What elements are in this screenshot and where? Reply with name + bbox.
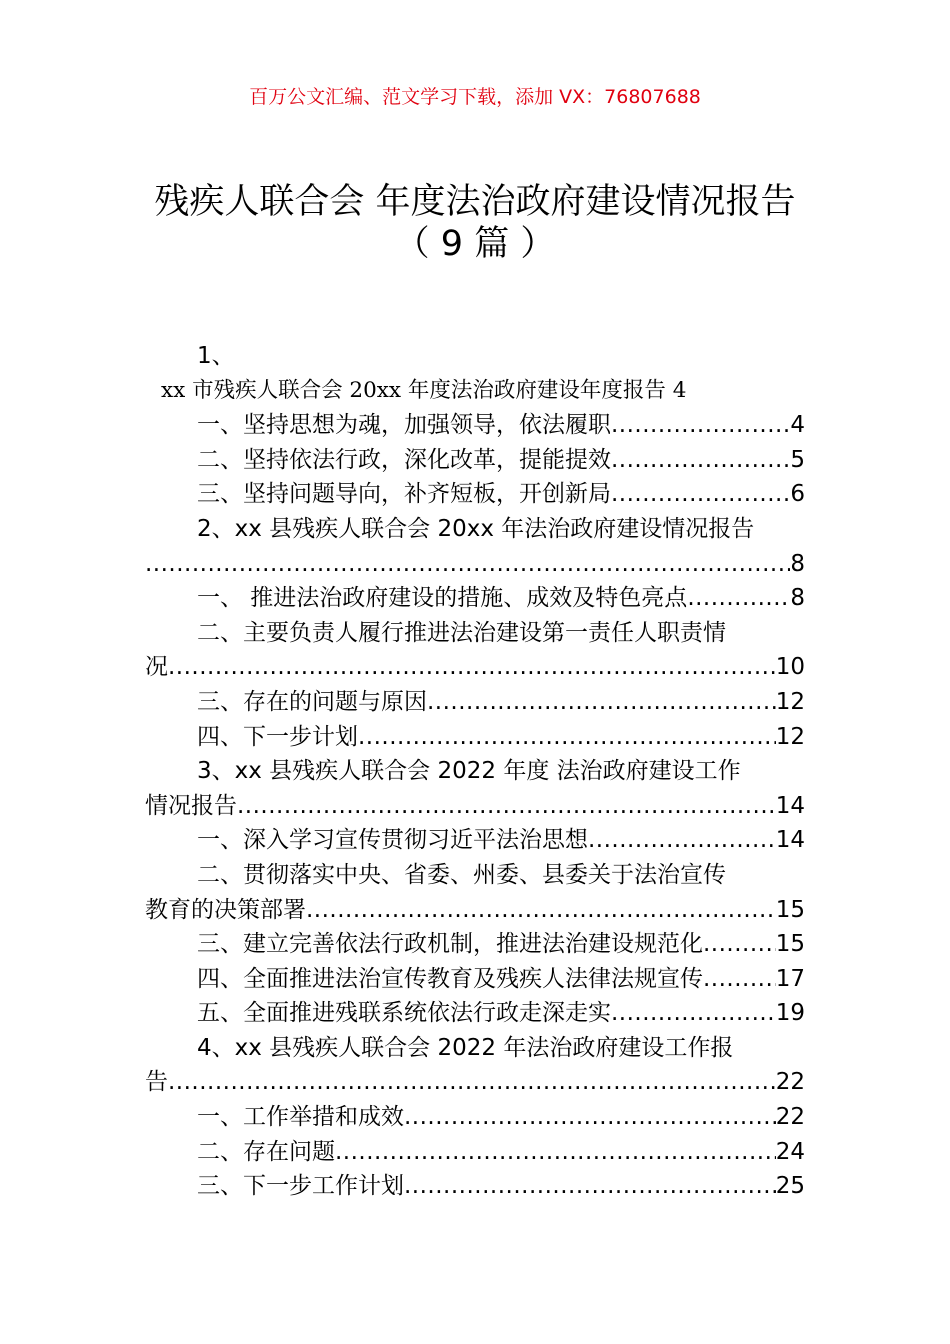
download-banner: 百万公文汇编、范文学习下载，添加 VX：76807688 bbox=[249, 86, 701, 108]
toc-leader-dots bbox=[306, 893, 776, 928]
toc-entry-text: 四、下一步计划 bbox=[197, 723, 358, 750]
document-subtitle-count: （ 9 篇 ） bbox=[394, 224, 556, 264]
toc-leader-dots bbox=[611, 443, 790, 478]
toc-entry[interactable] bbox=[145, 685, 805, 720]
toc-page-number: 22 bbox=[775, 1104, 805, 1131]
toc-entry-text: 况 bbox=[145, 654, 168, 681]
toc-leader-dots bbox=[588, 823, 776, 858]
toc-entry-text: 1、 bbox=[197, 343, 235, 369]
toc-entry-text: 一、坚持思想为魂，加强领导，依法履职 bbox=[197, 412, 611, 439]
toc-page-number: 15 bbox=[775, 931, 805, 958]
toc-leader-dots bbox=[358, 720, 776, 755]
toc-entry[interactable] bbox=[145, 477, 805, 512]
toc-entry-text: 二、贯彻落实中央、省委、州委、县委关于法治宣传 bbox=[197, 861, 726, 888]
toc-entry[interactable] bbox=[145, 408, 805, 443]
toc-entry-text: 情况报告 bbox=[145, 792, 237, 819]
toc-leader-dots bbox=[168, 1065, 776, 1100]
toc-page-number: 22 bbox=[775, 1069, 805, 1096]
toc-entry-text: 五、全面推进残联系统依法行政走深走实 bbox=[197, 1000, 611, 1027]
toc-entry[interactable] bbox=[145, 1135, 805, 1170]
toc-entry[interactable] bbox=[145, 789, 805, 824]
toc-entry-text: xx 市残疾人联合会 20xx 年度法治政府建设年度报告 4 bbox=[161, 377, 687, 403]
toc-page-number: 12 bbox=[775, 688, 805, 715]
toc-entry-text: 三、坚持问题导向，补齐短板，开创新局 bbox=[197, 481, 611, 508]
toc-leader-dots bbox=[703, 962, 776, 997]
toc-entry[interactable] bbox=[145, 962, 805, 997]
toc-entry-text: 一、深入学习宣传贯彻习近平法治思想 bbox=[197, 827, 588, 854]
document-title: 残疾人联合会 年度法治政府建设情况报告 bbox=[154, 182, 796, 222]
toc-entry-text: 4、xx 县残疾人联合会 2022 年法治政府建设工作报 bbox=[197, 1034, 734, 1061]
toc-page-number: 10 bbox=[775, 654, 805, 681]
toc-page-number: 14 bbox=[775, 827, 805, 854]
toc-leader-dots bbox=[145, 547, 790, 582]
toc-entry[interactable] bbox=[145, 996, 805, 1031]
toc-leader-dots bbox=[427, 685, 776, 720]
toc-leader-dots bbox=[611, 477, 790, 512]
toc-page-number: 5 bbox=[790, 446, 805, 473]
toc-leader-dots bbox=[703, 927, 776, 962]
toc-leader-dots bbox=[611, 996, 776, 1031]
toc-leader-dots bbox=[687, 581, 790, 616]
toc-leader-dots bbox=[404, 1100, 776, 1135]
toc-entry[interactable] bbox=[145, 893, 805, 928]
toc-page-number: 12 bbox=[775, 723, 805, 750]
toc-page-number: 14 bbox=[775, 792, 805, 819]
toc-page-number: 4 bbox=[790, 412, 805, 439]
toc-page-number: 6 bbox=[790, 481, 805, 508]
toc-entry-text: 一、工作举措和成效 bbox=[197, 1104, 404, 1131]
toc-entry[interactable] bbox=[145, 512, 805, 547]
toc-entry[interactable] bbox=[145, 1100, 805, 1135]
toc-entry[interactable] bbox=[145, 650, 805, 685]
toc-leader-dots bbox=[335, 1135, 776, 1170]
toc-page-number: 19 bbox=[775, 1000, 805, 1027]
table-of-contents bbox=[145, 339, 805, 1204]
toc-entry[interactable] bbox=[145, 858, 805, 893]
toc-entry[interactable] bbox=[145, 547, 805, 582]
toc-entry-text: 2、xx 县残疾人联合会 20xx 年法治政府建设情况报告 bbox=[197, 515, 755, 542]
toc-entry[interactable] bbox=[145, 927, 805, 962]
toc-entry[interactable] bbox=[145, 443, 805, 478]
toc-entry-text: 3、xx 县残疾人联合会 2022 年度 法治政府建设工作 bbox=[197, 758, 741, 785]
toc-page-number: 24 bbox=[775, 1138, 805, 1165]
toc-page-number: 25 bbox=[775, 1173, 805, 1200]
toc-entry-text: 二、主要负责人履行推进法治建设第一责任人职责情 bbox=[197, 619, 726, 646]
toc-page-number: 8 bbox=[790, 585, 805, 612]
toc-entry-text: 三、建立完善依法行政机制，推进法治建设规范化 bbox=[197, 931, 703, 958]
toc-page-number: 17 bbox=[775, 965, 805, 992]
toc-leader-dots bbox=[404, 1169, 776, 1204]
toc-entry[interactable] bbox=[145, 1169, 805, 1204]
toc-leader-dots bbox=[237, 789, 776, 824]
toc-entry-text: 三、存在的问题与原因 bbox=[197, 688, 427, 715]
toc-entry[interactable] bbox=[145, 823, 805, 858]
toc-entry[interactable] bbox=[145, 581, 805, 616]
toc-entry[interactable] bbox=[145, 616, 805, 651]
toc-page-number: 8 bbox=[790, 550, 805, 577]
toc-entry-text: 二、坚持依法行政，深化改革，提能提效 bbox=[197, 446, 611, 473]
toc-page-number: 15 bbox=[775, 896, 805, 923]
toc-entry[interactable] bbox=[145, 720, 805, 755]
toc-entry[interactable] bbox=[145, 1031, 805, 1066]
toc-entry-text: 四、全面推进法治宣传教育及残疾人法律法规宣传 bbox=[197, 965, 703, 992]
toc-leader-dots bbox=[611, 408, 790, 443]
toc-entry-text: 二、存在问题 bbox=[197, 1138, 335, 1165]
toc-entry-text: 告 bbox=[145, 1069, 168, 1096]
toc-entry[interactable] bbox=[145, 374, 805, 409]
toc-entry-text: 教育的决策部署 bbox=[145, 896, 306, 923]
toc-entry[interactable] bbox=[145, 1065, 805, 1100]
toc-entry[interactable] bbox=[145, 339, 805, 374]
toc-entry-text: 三、下一步工作计划 bbox=[197, 1173, 404, 1200]
toc-leader-dots bbox=[168, 650, 776, 685]
toc-entry[interactable] bbox=[145, 754, 805, 789]
toc-entry-text: 一、 推进法治政府建设的措施、成效及特色亮点 bbox=[197, 585, 688, 612]
